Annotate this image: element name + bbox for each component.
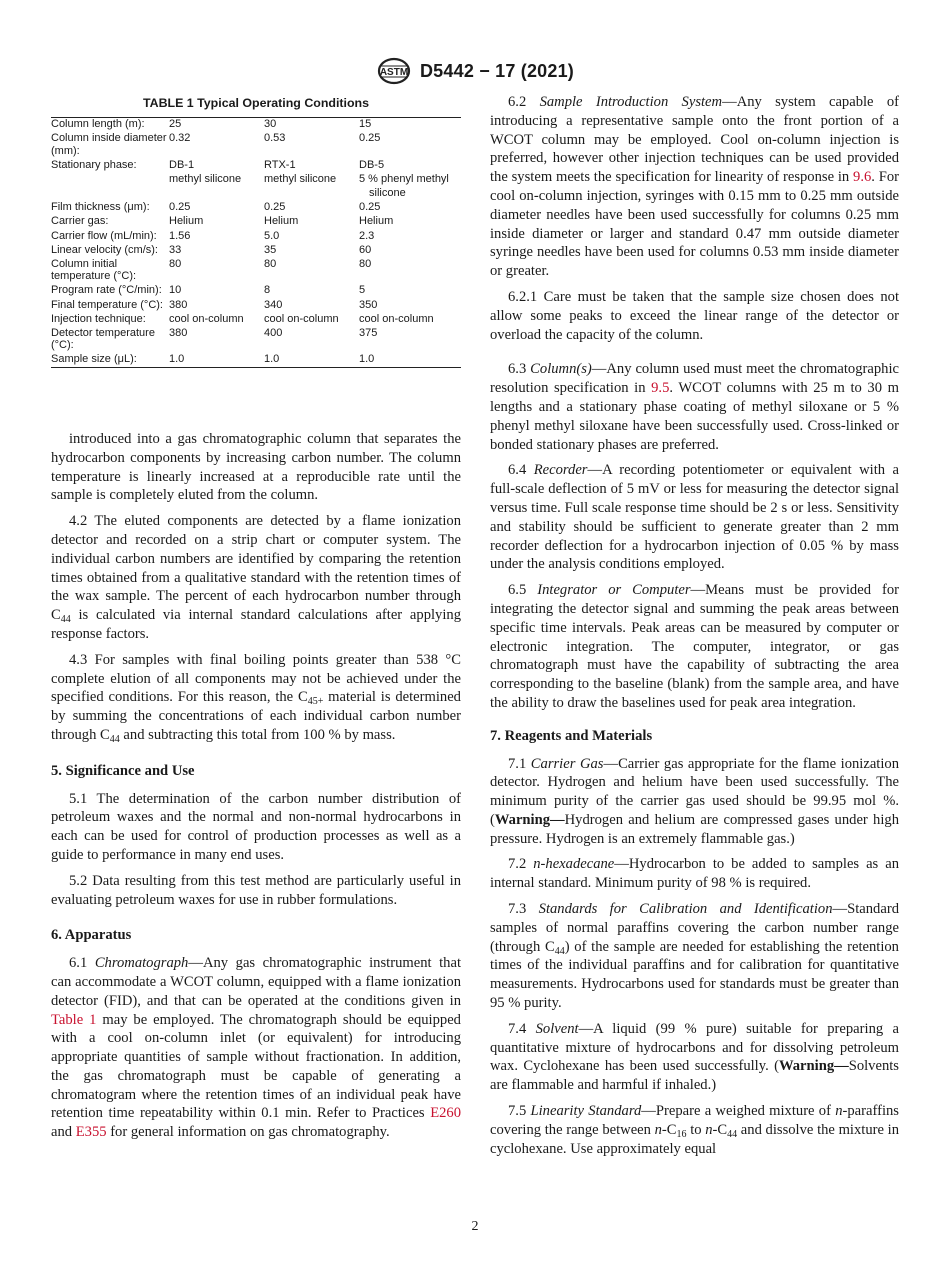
table-row-label: Carrier gas:: [51, 215, 109, 228]
table-cell: 340: [264, 298, 283, 311]
table-row-label: Carrier flow (mL/min):: [51, 229, 157, 242]
table-row-label: Linear velocity (cm/s):: [51, 243, 158, 256]
table-1-link[interactable]: Table 1: [51, 1011, 97, 1028]
paragraph-4-1-continued: introduced into a gas chromatographic column that separates the hydrocarbon components by increasing carbon number. The column temperature is linearly increased at a reproducible rate until the sample is completely eluted from the column.: [51, 430, 461, 504]
svg-text:ASTM: ASTM: [379, 67, 409, 78]
table-cell: cool on-column: [169, 312, 244, 325]
table-row-label: Film thickness (μm):: [51, 201, 150, 214]
table-cell: 80: [359, 257, 372, 270]
table-cell: 80: [169, 257, 182, 270]
table-cell: 35: [264, 243, 277, 256]
table-cell: 5.0: [264, 229, 280, 242]
table-cell: Helium: [264, 215, 299, 228]
paragraph-6-2-1: 6.2.1 Care must be taken that the sample size chosen does not allow some peaks to exceed the linear range of the detector or overload the capacity of the column.: [490, 288, 899, 343]
paragraph-6-4: 6.4 Recorder—A recording potentiometer or equivalent with a full-scale deflection of 5 mV or less for measuring the detector signal versus time. Full scale response time should be 2 s or less. Sensitivity and stability should be sufficient to generate greater than 2 mm recorder deflection for a hydrocarbon injection of 0.05 % by mass under the analysis conditions employed.: [490, 462, 900, 573]
table-row: [51, 257, 461, 284]
table-cell: cool on-column: [264, 312, 339, 325]
table-row: [51, 353, 461, 368]
table-cell: 0.25: [359, 201, 381, 214]
page-number: 2: [471, 1219, 479, 1234]
table-cell: 15: [359, 118, 372, 131]
table-row: [51, 229, 461, 243]
table-cell: [359, 187, 461, 201]
table-cell: 25: [169, 118, 182, 131]
page-header: [0, 56, 950, 86]
table-row: [51, 201, 461, 215]
table-row-label: [51, 173, 169, 187]
table-cell: [264, 187, 359, 201]
paragraph-4-3: 4.3 For samples with final boiling points greater than 538 °C complete elution of all components may not be achieved under the specified conditions. For this reason, the $C_{45+}$ material is determined by summing the concentrations of each individual carbon number through $C_{44}$ and subtracting this total from 100 % by mass.: [51, 651, 461, 745]
table-row-label: Injection technique:: [51, 312, 146, 325]
table-cell: Helium: [169, 215, 204, 228]
paragraph-7-1: 7.1 Carrier Gas—Carrier gas appropriate for the flame ionization detector. Hydrogen and helium have been used successfully. The minimum purity of the carrier gas used should be 99.95 mol %. (Warning—Hydrogen and helium are compressed gases under high pressure. Hydrogen is an extremely flammable gas.): [490, 755, 899, 847]
table-cell: DB-5: [359, 159, 385, 172]
table-row: [51, 312, 461, 326]
paragraph-6-1: 6.1 Chromatograph—Any gas chromatographic instrument that can accommodate a WCOT column, equipped with a flame ionization detector (FID), and that can be operated at the conditions given in Table 1 may be employed. The chromatograph should be equipped with a cool on-column inlet (or equivalent) for introducing appropriate quantities of sample without fractionation. In addition, the gas chromatograph must be capable of generating a chromatogram where the retention times of an individual peak have retention time repeatability within 0.1 min. Refer to Practices E260 and E355 for general information on gas chromatography.: [51, 955, 461, 1141]
table-cell: 1.56: [169, 229, 191, 242]
table-row: [51, 117, 461, 132]
table-1: [51, 94, 461, 368]
table-row-label: Column initial temperature (°C):: [51, 257, 137, 283]
paragraph-6-2: 6.2 Sample Introduction System—Any system capable of introducing a representative sample onto the front portion of a WCOT column may be employed. Cool on-column injection is preferred, however other injection techniques can be used provided the system meets the specification for linearity of response in 9.6. For cool on-column injection, syringes with 0.15 mm to 0.25 mm outside diameter needles have been used successfully for columns 0.25 mm inside diameter or larger and standard 0.47 mm outside diameter syringe needles have been used for columns 0.53 mm inside diameter or greater.: [490, 94, 899, 280]
table-cell: 33: [169, 243, 182, 256]
e260-link[interactable]: E260: [430, 1105, 461, 1122]
table-cell: 5: [359, 284, 366, 297]
left-column: [51, 93, 461, 1149]
table-cell: [169, 187, 264, 201]
table-row: [51, 132, 461, 159]
table-cell: 8: [264, 284, 271, 297]
paragraph-7-5: 7.5 Linearity Standard—Prepare a weighed mixture of n-paraffins covering the range between $n-C_{16}$ to $n-C_{44}$ and dissolve the mixture in cyclohexane. Use approximately equal: [490, 1103, 899, 1157]
table-row: [51, 326, 461, 353]
table-cell: 0.25: [169, 201, 191, 214]
paragraph-7-2: 7.2 n-hexadecane—Hydrocarbon to be added to samples as an internal standard. Minimum purity of 98 % is required.: [490, 856, 899, 892]
table-cell: methyl silicone: [169, 173, 242, 186]
table-cell: 1.0: [264, 353, 280, 366]
table-cell: 0.25: [359, 132, 381, 145]
table-row: [51, 243, 461, 257]
table-title: TABLE 1 Typical Operating Conditions: [142, 96, 370, 110]
table-cell: 380: [169, 298, 188, 311]
astm-logo-icon: [376, 57, 412, 85]
table-row-label: Column length (m):: [51, 118, 145, 131]
section-6-heading: 6. Apparatus: [51, 927, 132, 944]
right-column: [490, 93, 899, 1165]
paragraph-6-5: 6.5 Integrator or Computer—Means must be provided for integrating the detector signal and summing the peak areas between specific time intervals. Peak areas can be measured by computer or electronic integration. The computer, integrator, or gas chromatograph must have the capability of subtracting the area corresponding to the baseline (blank) from the sample area, and have the ability to draw the baselines used for peak area integration.: [490, 582, 899, 711]
e355-link[interactable]: E355: [75, 1124, 107, 1141]
table-cell: 5 % phenyl methyl: [359, 173, 449, 186]
operating-conditions-table: [51, 117, 461, 368]
table-row: [51, 284, 461, 298]
table-cell: 380: [169, 326, 188, 339]
table-cell: methyl silicone: [264, 173, 337, 186]
table-cell: 2.3: [359, 229, 375, 242]
table-row-label: Final temperature (°C):: [51, 298, 163, 311]
paragraph-5-1: 5.1 The determination of the carbon number distribution of petroleum waxes and the normal and non-normal hydrocarbons in each can be used for control of production processes as well as a guide to performance in many end uses.: [51, 790, 461, 863]
table-cell-continuation: silicone: [369, 187, 406, 200]
table-row: [51, 173, 461, 187]
table-cell: 375: [359, 326, 378, 339]
table-row-label: Stationary phase:: [51, 159, 137, 172]
paragraph-5-2: 5.2 Data resulting from this test method are particularly useful in evaluating petroleum waxes for use in rubber formulations.: [51, 872, 461, 908]
table-cell: cool on-column: [359, 312, 434, 325]
table-cell: 1.0: [169, 353, 185, 366]
table-cell: 80: [264, 257, 277, 270]
table-row-label: Detector temperature (°C):: [51, 326, 155, 352]
table-cell: 0.32: [169, 132, 191, 145]
table-row-label: Program rate (°C/min):: [51, 284, 162, 297]
section-9-6-link[interactable]: 9.6: [853, 169, 872, 186]
paragraph-6-3: 6.3 Column(s)—Any column used must meet the chromatographic resolution specification in 9.5. WCOT columns with 25 m to 30 m lengths and a stationary phase coating of methyl siloxane or 5 % phenyl methyl siloxane have been successfully used. Cross-linked or bonded stationary phases are preferred.: [490, 361, 899, 453]
paragraph-7-3: 7.3 Standards for Calibration and Identification—Standard samples of normal paraffins covering the carbon number range (through $C_{44}$) of the sample are needed for establishing the retention times of the individual paraffins and for calibration for quantitative measurements. Hydrocarbons used for standards must be greater than 95 % purity.: [490, 901, 899, 1012]
table-row-label: [51, 187, 169, 201]
table-cell: 60: [359, 243, 372, 256]
table-cell: DB-1: [169, 159, 195, 172]
table-row: [51, 187, 461, 201]
table-row: [51, 298, 461, 312]
table-row: [51, 159, 461, 173]
table-cell: 1.0: [359, 353, 375, 366]
table-cell: RTX-1: [264, 159, 296, 172]
table-row-label: Column inside diameter (mm):: [51, 132, 167, 157]
table-row: [51, 215, 461, 229]
table-row-label: Sample size (μL):: [51, 353, 137, 366]
section-5-heading: 5. Significance and Use: [51, 762, 195, 779]
table-cell: 400: [264, 326, 283, 339]
table-cell: Helium: [359, 215, 394, 228]
paragraph-4-2: 4.2 The eluted components are detected by a flame ionization detector and recorded on a strip chart or computer system. The individual carbon numbers are identified by comparing the retention times obtained from a qualitative standard with the retention times of the wax sample. The percent of each hydrocarbon number through $C_{44}$ is calculated via internal standard calculations after applying response factors.: [51, 513, 461, 642]
section-7-heading: 7. Reagents and Materials: [490, 727, 653, 744]
table-cell: 10: [169, 284, 182, 297]
table-cell: 0.53: [264, 132, 286, 145]
paragraph-7-4: 7.4 Solvent—A liquid (99 % pure) suitable for preparing a quantitative mixture of hydrocarbons and for dissolving petroleum wax. Cyclohexane has been used successfully. (Warning—Solvents are flammable and harmful if inhaled.): [490, 1020, 899, 1094]
table-cell: 350: [359, 298, 378, 311]
table-cell: 30: [264, 118, 277, 131]
section-9-5-link[interactable]: 9.5: [651, 380, 670, 397]
document-designation: D5442 − 17 (2021): [419, 60, 574, 81]
table-cell: 0.25: [264, 201, 286, 214]
